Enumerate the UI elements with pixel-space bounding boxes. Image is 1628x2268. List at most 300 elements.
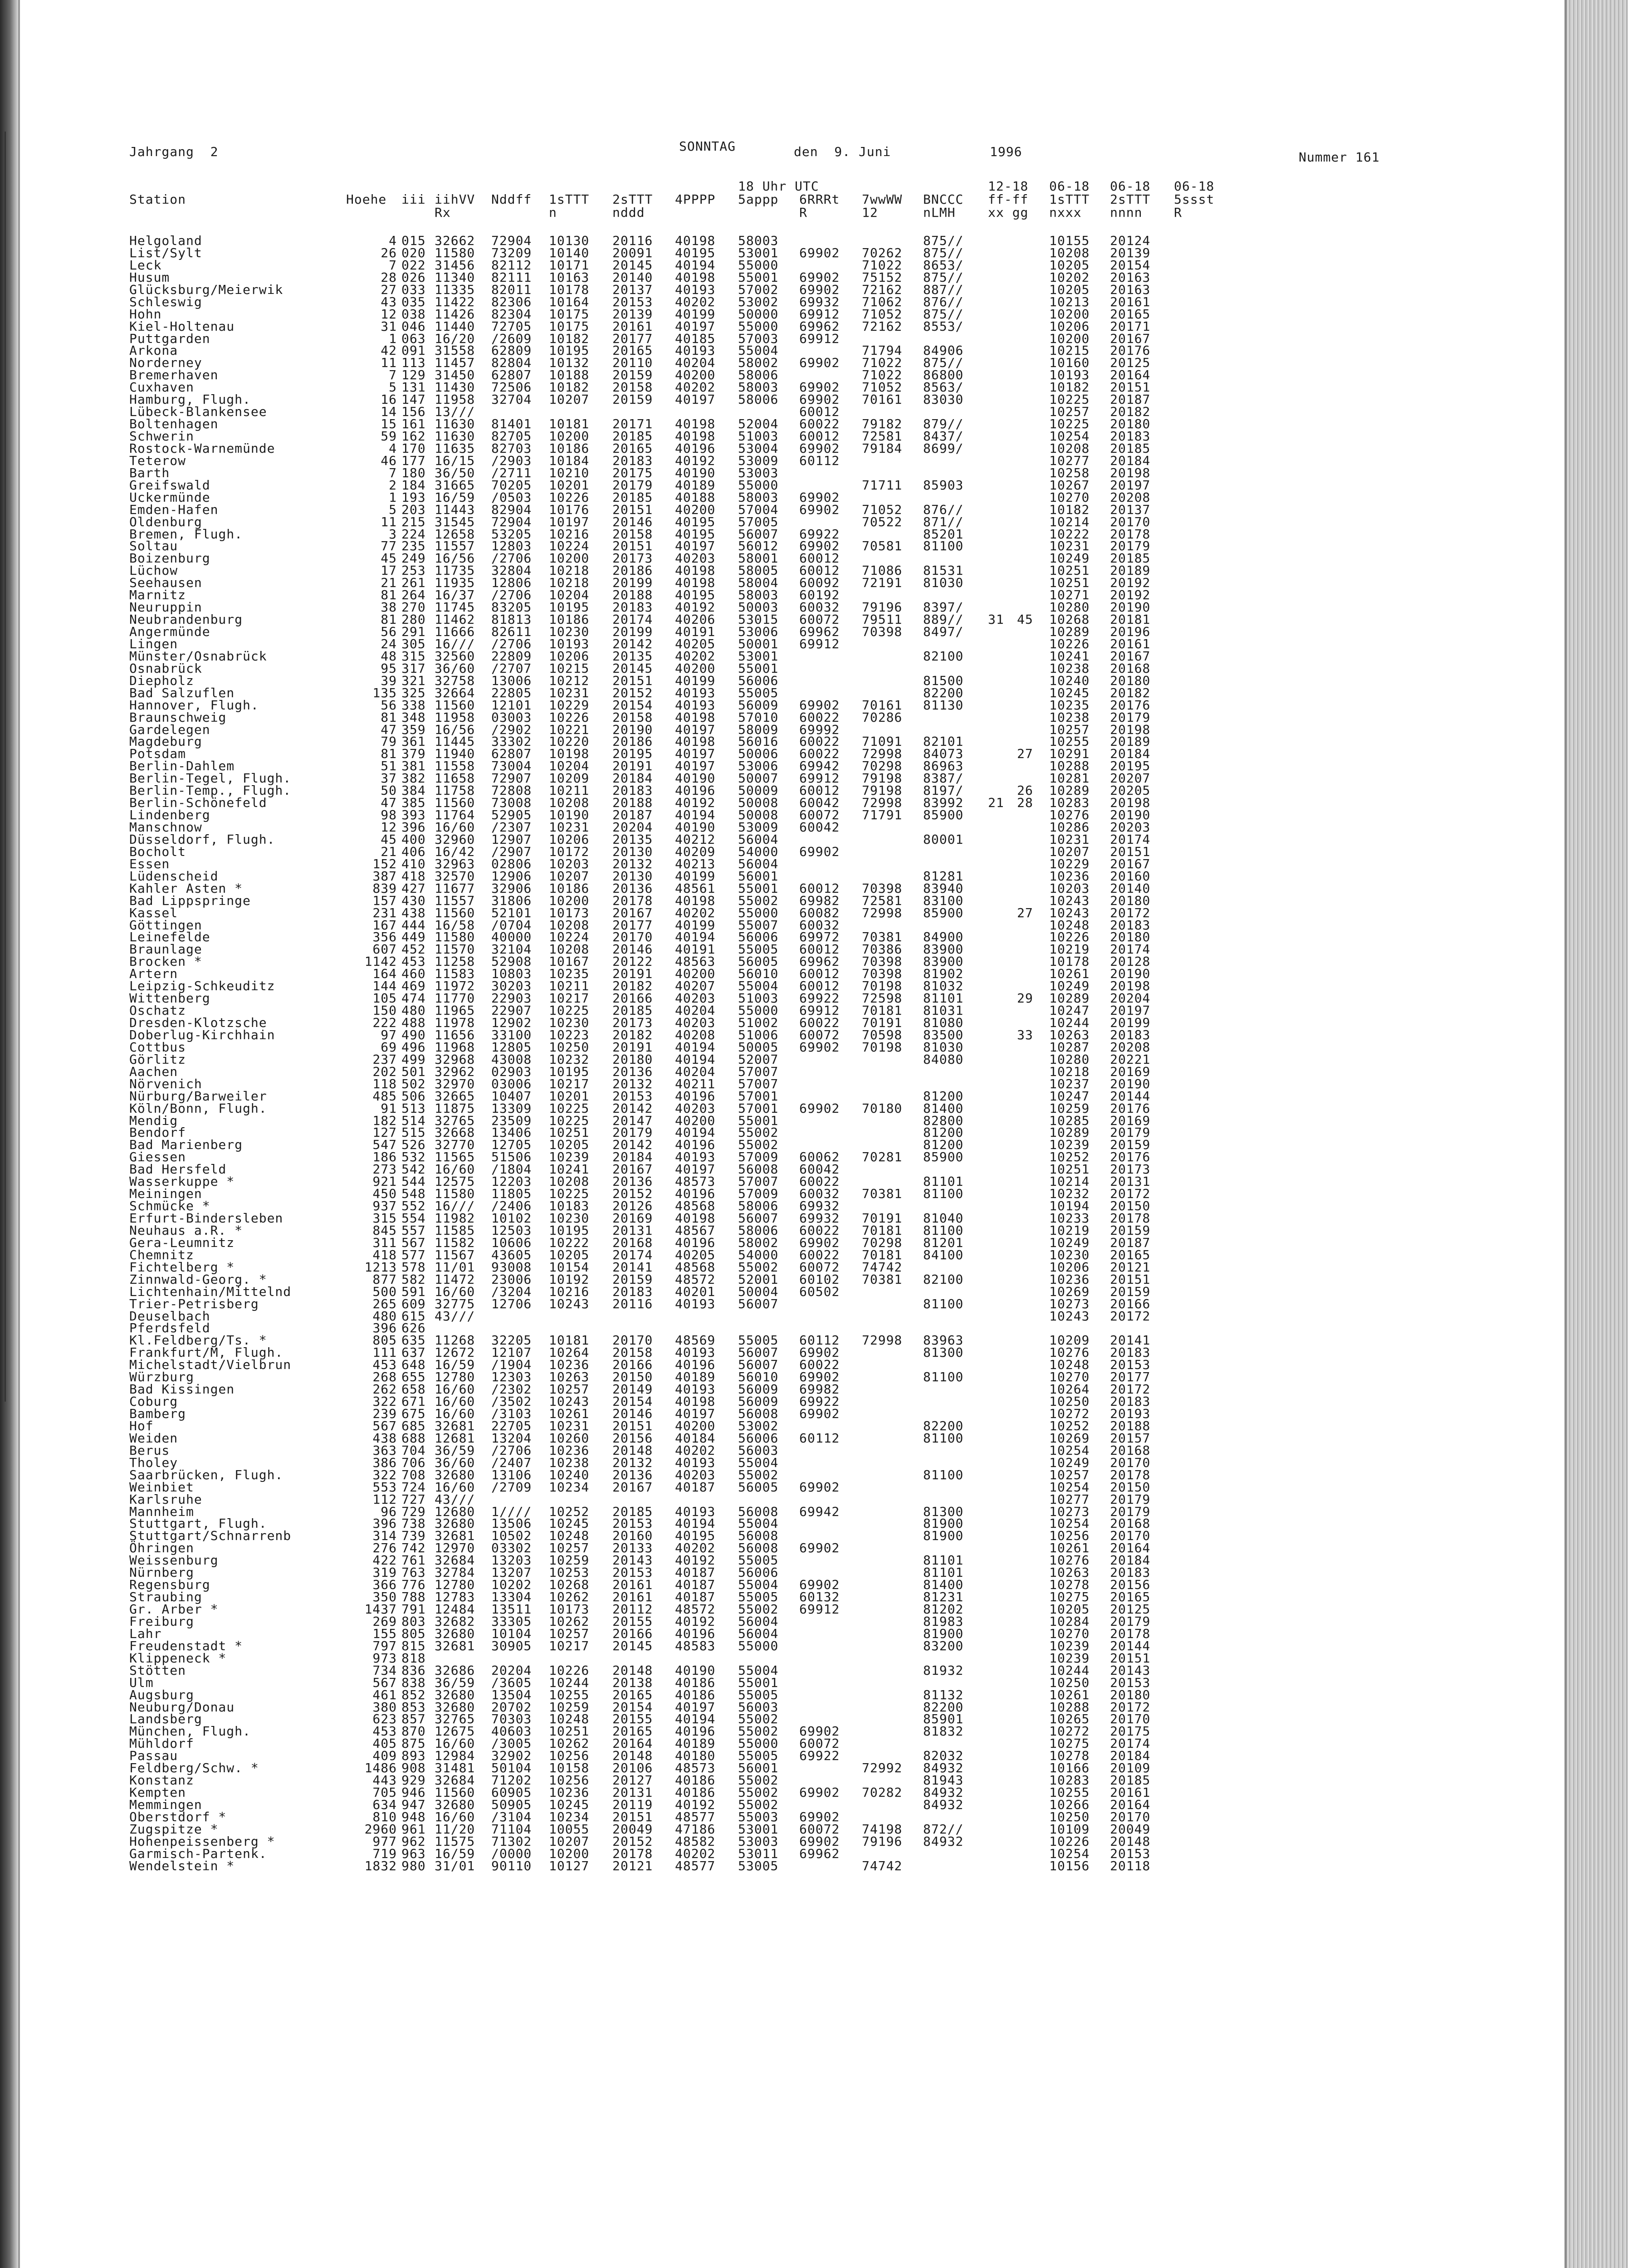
station-2sttt: 20153 [612,1088,653,1104]
station-06-18-2sttt: 20172 [1110,1382,1151,1397]
station-1sttt: 10200 [549,429,590,444]
station-5appp: 55005 [738,1553,779,1568]
station-iii: 875 [401,1736,426,1751]
station-hoehe: 43 [381,294,397,309]
station-6rrrt: 60032 [799,917,840,933]
station-2sttt: 20160 [612,1528,653,1544]
station-4pppp: 40213 [675,856,716,871]
station-iihvv: 11935 [435,575,475,591]
station-6rrrt: 60072 [799,1027,840,1042]
station-name: Berlin-Dahlem [129,758,235,774]
station-hoehe: 11 [381,355,397,371]
station-5appp: 53001 [738,648,779,664]
station-nddff: /2706 [491,1442,532,1458]
station-06-18-1sttt: 10251 [1049,1162,1090,1177]
station-nddff: 13106 [491,1467,532,1482]
station-2sttt: 20183 [612,600,653,615]
col-header-7wwww: 7wwWW 12 [862,192,903,220]
station-5appp: 58003 [738,489,779,505]
station-1sttt: 10232 [549,1051,590,1067]
station-06-18-2sttt: 20197 [1110,1003,1151,1018]
station-name: Weinbiet [129,1479,194,1495]
station-bnccc: 81101 [923,1553,964,1568]
station-iihvv: 12484 [435,1602,475,1617]
station-bnccc: 84932 [923,1797,964,1812]
station-hoehe: 1486 [364,1760,397,1776]
station-bnccc: 81040 [923,1211,964,1226]
station-1sttt: 10193 [549,636,590,651]
station-1sttt: 10231 [549,820,590,835]
station-bnccc: 83900 [923,954,964,969]
station-06-18-2sttt: 20179 [1110,1491,1151,1507]
station-06-18-2sttt: 20121 [1110,1259,1151,1275]
station-2sttt: 20170 [612,929,653,945]
col-header-hoehe: Hoehe [346,192,387,207]
station-5appp: 56009 [738,1394,779,1409]
station-4pppp: 40200 [675,502,716,517]
station-1sttt: 10130 [549,233,590,248]
station-4pppp: 40196 [675,783,716,798]
station-1sttt: 10253 [549,1565,590,1580]
station-06-18-1sttt: 10289 [1049,991,1090,1006]
station-hoehe: 322 [372,1467,397,1482]
station-hoehe: 4 [389,233,397,248]
station-hoehe: 567 [372,1418,397,1433]
station-6rrrt: 60022 [799,1222,840,1238]
station-5appp: 55005 [738,1748,779,1764]
station-4pppp: 40198 [675,709,716,725]
station-name: Wendelstein * [129,1858,235,1873]
station-5appp: 53009 [738,820,779,835]
station-6rrrt: 60012 [799,783,840,798]
station-6rrrt: 69992 [799,722,840,737]
station-4pppp: 40196 [675,1235,716,1250]
station-nddff: 10407 [491,1088,532,1104]
station-name: Hannover, Flugh. [129,697,259,713]
station-06-18-1sttt: 10229 [1049,856,1090,871]
station-nddff: 71202 [491,1773,532,1788]
station-5appp: 57004 [738,502,779,517]
station-5appp: 57007 [738,1174,779,1189]
station-bnccc: 81100 [923,1467,964,1482]
station-5appp: 58003 [738,587,779,603]
station-06-18-1sttt: 10254 [1049,1846,1090,1861]
station-hoehe: 705 [372,1785,397,1800]
station-iii: 635 [401,1333,426,1348]
station-6rrrt: 60012 [799,551,840,566]
station-06-18-1sttt: 10166 [1049,1760,1090,1776]
station-name: München, Flugh. [129,1724,251,1739]
station-6rrrt: 60022 [799,709,840,725]
station-5appp: 55003 [738,1809,779,1824]
station-name: Doberlug-Kirchhain [129,1027,275,1042]
station-7wwww: 71022 [862,367,903,383]
station-bnccc: 85900 [923,905,964,920]
station-iihvv: 32758 [435,673,475,688]
station-bnccc: 81300 [923,1345,964,1360]
station-iihvv: 11677 [435,880,475,896]
station-iihvv: 11445 [435,734,475,749]
station-06-18-2sttt: 20176 [1110,1100,1151,1116]
station-5appp: 58003 [738,233,779,248]
station-7wwww: 70282 [862,1785,903,1800]
station-6rrrt: 60022 [799,416,840,432]
station-7wwww: 79182 [862,416,903,432]
station-2sttt: 20159 [612,392,653,407]
station-06-18-2sttt: 20180 [1110,1687,1151,1702]
station-06-18-1sttt: 10182 [1049,380,1090,395]
station-2sttt: 20153 [612,1516,653,1531]
station-06-18-2sttt: 20176 [1110,697,1151,713]
station-hoehe: 396 [372,1320,397,1336]
station-2sttt: 20168 [612,1235,653,1250]
station-06-18-1sttt: 10238 [1049,660,1090,676]
station-5appp: 56006 [738,1565,779,1580]
station-iihvv: 16/37 [435,587,475,603]
station-nddff: /2307 [491,820,532,835]
station-4pppp: 48577 [675,1809,716,1824]
station-nddff: /2609 [491,331,532,346]
station-bnccc: 85900 [923,807,964,823]
station-06-18-2sttt: 20148 [1110,1833,1151,1849]
station-hoehe: 164 [372,966,397,982]
station-6rrrt: 69922 [799,1748,840,1764]
station-nddff: 70205 [491,477,532,493]
col-header-iii: iii [401,192,426,207]
station-iihvv: 11580 [435,245,475,260]
station-06-18-2sttt: 20177 [1110,1369,1151,1385]
station-2sttt: 20146 [612,942,653,957]
station-name: Kl.Feldberg/Ts. * [129,1333,267,1348]
station-iihvv: 11268 [435,1333,475,1348]
station-1sttt: 10259 [549,1553,590,1568]
station-hoehe: 719 [372,1846,397,1861]
station-nddff: 20702 [491,1699,532,1715]
station-iihvv: 32665 [435,1088,475,1104]
station-name: Nürnberg [129,1565,194,1580]
station-hoehe: 42 [381,343,397,358]
station-iihvv: 11982 [435,1211,475,1226]
station-iii: 427 [401,880,426,896]
col-header-6rrrt: 6RRRt R [799,192,840,220]
station-1sttt: 10192 [549,1271,590,1287]
station-bnccc: 81080 [923,1015,964,1030]
scanned-left-edge [0,0,18,2268]
station-2sttt: 20141 [612,1259,653,1275]
station-2sttt: 20179 [612,477,653,493]
station-bnccc: 84932 [923,1760,964,1776]
station-06-18-2sttt: 20180 [1110,893,1151,908]
station-2sttt: 20191 [612,966,653,982]
station-nddff: 30905 [491,1638,532,1653]
station-4pppp: 40190 [675,771,716,786]
station-bnccc: 81281 [923,868,964,884]
station-06-18-2sttt: 20168 [1110,1516,1151,1531]
station-bnccc: 82800 [923,1113,964,1128]
station-2sttt: 20185 [612,1003,653,1018]
station-7wwww: 71052 [862,306,903,322]
station-7wwww: 71711 [862,477,903,493]
station-6rrrt: 60012 [799,942,840,957]
station-5appp: 56010 [738,1369,779,1385]
station-name: Angermünde [129,624,210,639]
station-2sttt: 20142 [612,1137,653,1153]
station-2sttt: 20175 [612,465,653,480]
station-hoehe: 37 [381,771,397,786]
station-4pppp: 40202 [675,648,716,664]
station-name: Oldenburg [129,514,202,529]
station-hoehe: 2 [389,477,397,493]
station-06-18-1sttt: 10265 [1049,1711,1090,1727]
station-bnccc: 86963 [923,758,964,774]
station-7wwww: 70191 [862,1015,903,1030]
station-name: Lüdenscheid [129,868,219,884]
station-hoehe: 1142 [364,954,397,969]
station-hoehe: 461 [372,1687,397,1702]
station-iihvv: 11580 [435,929,475,945]
station-7wwww: 72998 [862,1333,903,1348]
station-06-18-2sttt: 20049 [1110,1821,1151,1837]
station-iihvv: 36/59 [435,1442,475,1458]
station-iihvv: 11770 [435,991,475,1006]
station-iii: 406 [401,844,426,859]
station-5appp: 56004 [738,1613,779,1629]
station-1sttt: 10127 [549,1858,590,1873]
station-name: Köln/Bonn, Flugh. [129,1100,267,1116]
station-5appp: 53006 [738,758,779,774]
station-hoehe: 1832 [364,1858,397,1873]
station-bnccc: 85900 [923,1149,964,1165]
station-iii: 514 [401,1113,426,1128]
station-4pppp: 40199 [675,868,716,884]
station-bnccc: 83963 [923,1333,964,1348]
station-7wwww: 75152 [862,269,903,285]
station-4pppp: 40194 [675,1125,716,1140]
station-7wwww: 70522 [862,514,903,529]
station-iii: 321 [401,673,426,688]
station-2sttt: 20165 [612,1724,653,1739]
station-iihvv: 31456 [435,257,475,273]
station-nddff: 72904 [491,514,532,529]
station-iihvv: 32662 [435,233,475,248]
station-hoehe: 186 [372,1149,397,1165]
station-5appp: 53001 [738,245,779,260]
station-5appp: 55005 [738,685,779,700]
station-iihvv: 11/20 [435,1821,475,1837]
station-iii: 270 [401,600,426,615]
station-hoehe: 839 [372,880,397,896]
station-nddff: 33302 [491,734,532,749]
station-iii: 430 [401,893,426,908]
station-iihvv: 32684 [435,1553,475,1568]
station-iii: 348 [401,709,426,725]
station-2sttt: 20183 [612,783,653,798]
station-name: Bad Lippspringe [129,893,251,908]
station-06-18-2sttt: 20174 [1110,831,1151,847]
station-06-18-2sttt: 20189 [1110,563,1151,578]
station-iii: 361 [401,734,426,749]
station-nddff: 12101 [491,697,532,713]
station-06-18-1sttt: 10233 [1049,1211,1090,1226]
station-4pppp: 40209 [675,844,716,859]
station-name: Lindenberg [129,807,210,823]
station-7wwww: 79198 [862,771,903,786]
station-bnccc: 81200 [923,1137,964,1153]
table-row [129,1310,1411,1323]
station-06-18-1sttt: 10213 [1049,294,1090,309]
station-iii: 305 [401,636,426,651]
station-5appp: 53004 [738,440,779,456]
station-06-18-1sttt: 10235 [1049,697,1090,713]
station-name: Hohn [129,306,162,322]
station-7wwww: 70198 [862,978,903,994]
station-iihvv: 11656 [435,1027,475,1042]
station-06-18-2sttt: 20141 [1110,1333,1151,1348]
station-5appp: 56009 [738,697,779,713]
station-nddff: /0503 [491,489,532,505]
station-06-18-1sttt: 10281 [1049,771,1090,786]
station-hoehe: 363 [372,1442,397,1458]
station-1sttt: 10182 [549,331,590,346]
station-2sttt: 20165 [612,343,653,358]
station-4pppp: 40192 [675,453,716,468]
station-4pppp: 40190 [675,1662,716,1678]
station-nddff: 81401 [491,416,532,432]
station-06-18-1sttt: 10270 [1049,1369,1090,1385]
station-5appp: 58006 [738,1198,779,1214]
station-bnccc: 85901 [923,1711,964,1727]
station-hoehe: 77 [381,538,397,554]
station-nddff: /0704 [491,917,532,933]
station-06-18-1sttt: 10249 [1049,551,1090,566]
station-7wwww: 70398 [862,880,903,896]
station-4pppp: 40193 [675,685,716,700]
station-06-18-2sttt: 20165 [1110,306,1151,322]
station-name: Konstanz [129,1773,194,1788]
table-row [129,1481,1411,1494]
station-4pppp: 40203 [675,551,716,566]
station-hoehe: 21 [381,844,397,859]
station-1sttt: 10225 [549,1100,590,1116]
station-nddff: 32205 [491,1333,532,1348]
station-4pppp: 48567 [675,1222,716,1238]
station-bnccc: 84073 [923,746,964,762]
station-5appp: 53002 [738,1418,779,1433]
station-06-18-2sttt: 20207 [1110,771,1151,786]
station-4pppp: 40186 [675,1687,716,1702]
station-name: Braunschweig [129,709,227,725]
station-06-18-1sttt: 10244 [1049,1662,1090,1678]
station-7wwww: 72998 [862,905,903,920]
station-nddff: 62807 [491,746,532,762]
station-iihvv: 32962 [435,1064,475,1079]
station-5appp: 56007 [738,526,779,542]
station-7wwww: 71052 [862,380,903,395]
station-4pppp: 40202 [675,380,716,395]
station-5appp: 55004 [738,1662,779,1678]
station-2sttt: 20151 [612,673,653,688]
station-iii: 203 [401,502,426,517]
station-iihvv: 12658 [435,526,475,542]
station-6rrrt: 69902 [799,440,840,456]
station-5appp: 55004 [738,978,779,994]
station-hoehe: 17 [381,563,397,578]
station-2sttt: 20132 [612,1455,653,1470]
station-iii: 338 [401,697,426,713]
station-hoehe: 453 [372,1724,397,1739]
station-hoehe: 16 [381,392,397,407]
station-iihvv: 32775 [435,1296,475,1311]
station-06-18-1sttt: 10288 [1049,758,1090,774]
station-06-18-2sttt: 20174 [1110,942,1151,957]
issue-number: Nummer 161 [1299,150,1380,165]
station-06-18-2sttt: 20183 [1110,1345,1151,1360]
station-iihvv: 12675 [435,1724,475,1739]
station-iii: 379 [401,746,426,762]
station-06-18-2sttt: 20166 [1110,1296,1151,1311]
station-iihvv: 31450 [435,367,475,383]
station-ff2: 27 [1017,905,1033,920]
station-2sttt: 20185 [612,489,653,505]
station-iihvv: 11560 [435,1785,475,1800]
station-iihvv: 11965 [435,1003,475,1018]
station-iihvv: 32784 [435,1565,475,1580]
station-nddff: 12705 [491,1137,532,1153]
station-6rrrt: 60012 [799,978,840,994]
station-hoehe: 28 [381,269,397,285]
station-name: Leinefelde [129,929,210,945]
station-06-18-2sttt: 20137 [1110,502,1151,517]
station-1sttt: 10210 [549,465,590,480]
station-bnccc: 81200 [923,1125,964,1140]
station-06-18-1sttt: 10160 [1049,355,1090,371]
station-hoehe: 5 [389,502,397,517]
station-iii: 542 [401,1162,426,1177]
station-06-18-1sttt: 10269 [1049,1284,1090,1299]
station-iihvv: 11745 [435,600,475,615]
station-6rrrt: 69902 [799,1577,840,1593]
station-5appp: 55002 [738,893,779,908]
station-6rrrt: 69902 [799,1785,840,1800]
station-1sttt: 10244 [549,1675,590,1690]
station-2sttt: 20177 [612,917,653,933]
station-5appp: 58001 [738,551,779,566]
station-hoehe: 262 [372,1382,397,1397]
station-hoehe: 81 [381,746,397,762]
station-nddff: 82804 [491,355,532,371]
station-4pppp: 40193 [675,1296,716,1311]
station-06-18-2sttt: 20154 [1110,257,1151,273]
station-hoehe: 268 [372,1369,397,1385]
station-name: Bamberg [129,1406,186,1421]
station-iii: 908 [401,1760,426,1776]
station-06-18-1sttt: 10109 [1049,1821,1090,1837]
station-06-18-2sttt: 20180 [1110,673,1151,688]
station-1sttt: 10195 [549,1064,590,1079]
station-1sttt: 10217 [549,1076,590,1091]
station-06-18-2sttt: 20150 [1110,1479,1151,1495]
station-06-18-1sttt: 10252 [1049,1149,1090,1165]
station-hoehe: 239 [372,1406,397,1421]
station-2sttt: 20135 [612,648,653,664]
station-5appp: 56007 [738,1357,779,1373]
station-06-18-2sttt: 20184 [1110,1748,1151,1764]
station-1sttt: 10204 [549,587,590,603]
station-2sttt: 20145 [612,660,653,676]
station-nddff: /0000 [491,1846,532,1861]
station-iii: 480 [401,1003,426,1018]
station-iii: 499 [401,1051,426,1067]
